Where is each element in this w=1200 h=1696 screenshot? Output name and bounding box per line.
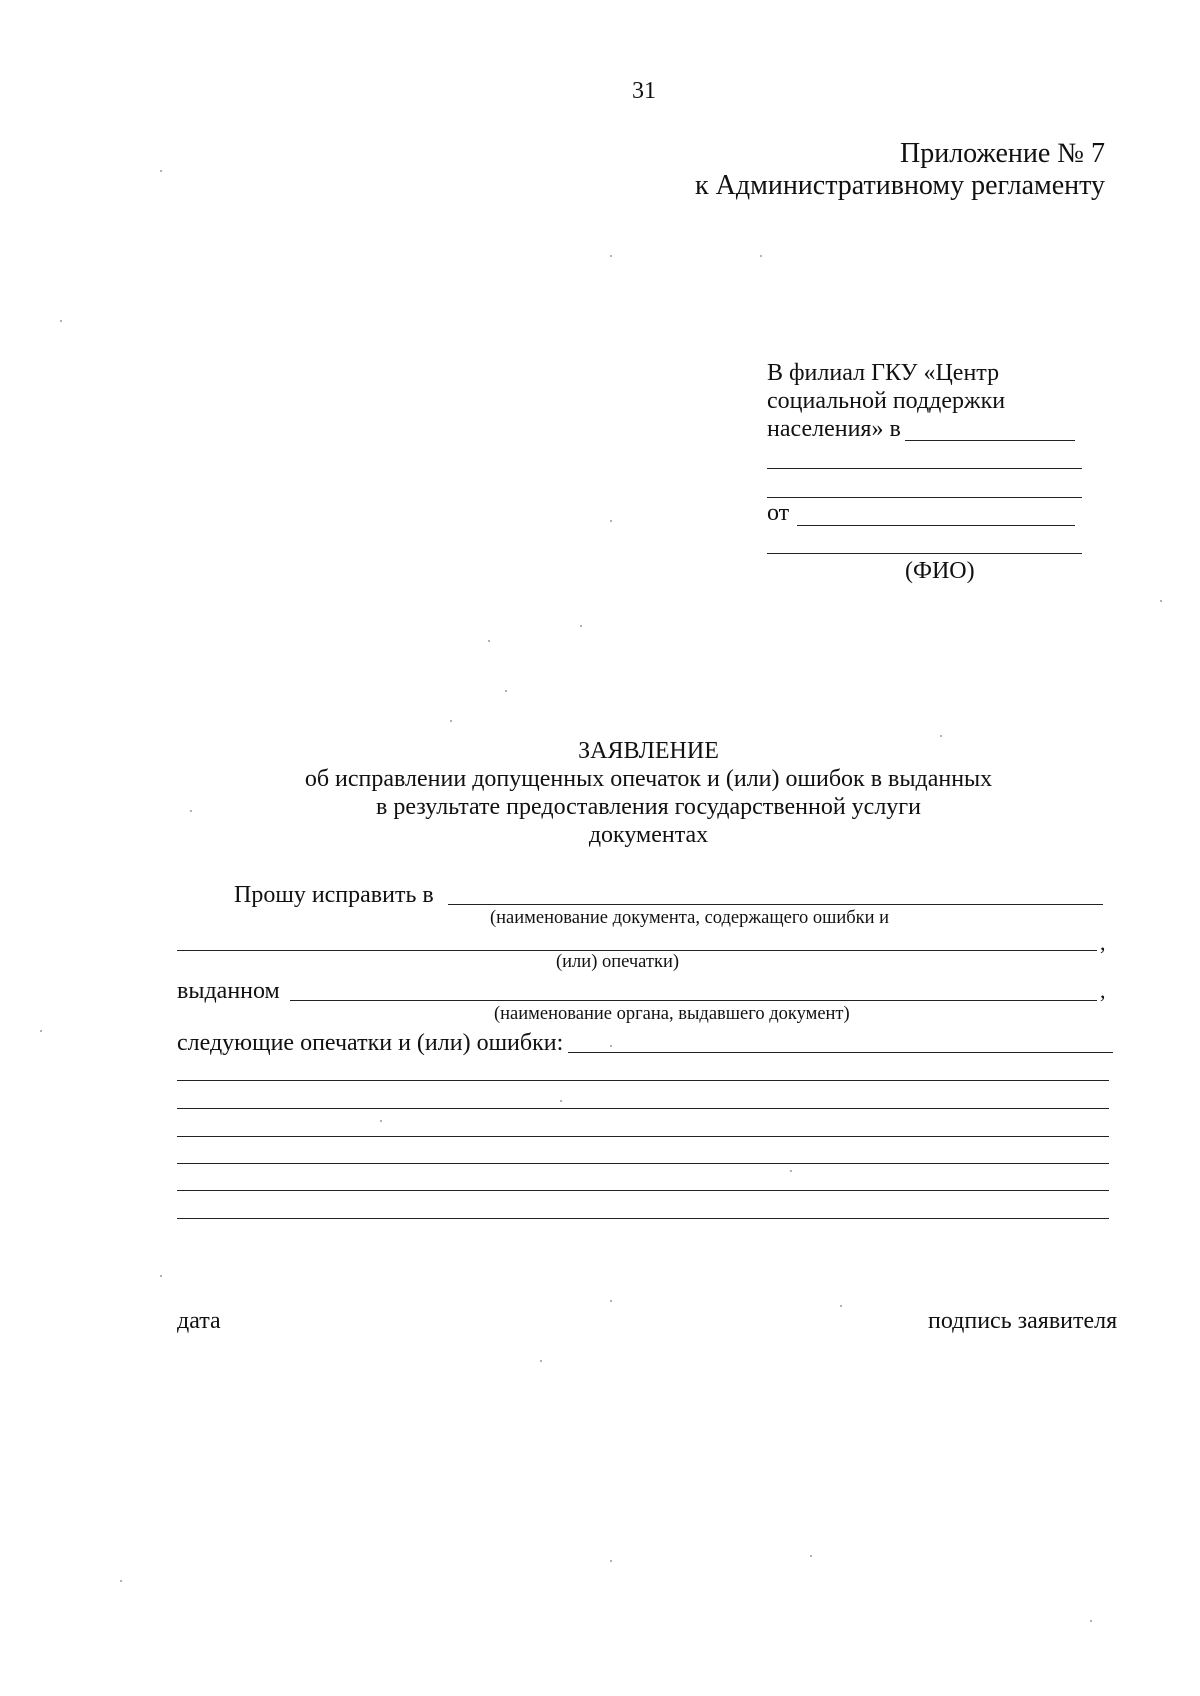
addressee-line-2: социальной поддержки: [767, 388, 1006, 414]
addressee-line-1: В филиал ГКУ «Центр: [767, 360, 1000, 386]
errors-blank-line[interactable]: [177, 1136, 1109, 1137]
addressee-line-3: населения» в: [767, 416, 901, 442]
document-title: ЗАЯВЛЕНИЕ: [578, 738, 719, 764]
document-name-hint: (наименование документа, содержащего ошибки и: [490, 908, 890, 928]
document-subtitle-line-3: документах: [588, 822, 709, 848]
applicant-name-blank[interactable]: [797, 525, 1075, 526]
document-subtitle-line-2: в результате предоставления государственной услуги: [376, 794, 921, 820]
page-number: 31: [632, 78, 656, 104]
errors-blank-line[interactable]: [177, 1080, 1109, 1081]
branch-name-blank-2[interactable]: [767, 468, 1082, 469]
issued-label: выданном: [177, 978, 280, 1004]
signature-label: подпись заявителя: [928, 1308, 1118, 1334]
from-label: от: [767, 500, 790, 526]
errors-blank-line[interactable]: [177, 1163, 1109, 1164]
errors-blank-line[interactable]: [177, 1190, 1109, 1191]
fio-caption: (ФИО): [905, 558, 975, 584]
date-label: дата: [177, 1308, 221, 1334]
branch-name-blank[interactable]: [905, 440, 1075, 441]
appendix-title: Приложение № 7: [900, 138, 1105, 169]
errors-blank-line[interactable]: [177, 1218, 1109, 1219]
request-label: Прошу исправить в: [234, 882, 434, 908]
document-name-blank-2[interactable]: [177, 950, 1097, 951]
comma: ,: [1100, 930, 1106, 955]
comma: ,: [1100, 978, 1106, 1003]
errors-label: следующие опечатки и (или) ошибки:: [177, 1030, 564, 1056]
applicant-name-blank-2[interactable]: [767, 553, 1082, 554]
document-name-blank[interactable]: [448, 904, 1103, 905]
issuing-body-blank[interactable]: [290, 1000, 1097, 1001]
or-typos-hint: (или) опечатки): [556, 952, 680, 972]
document-subtitle-line-1: об исправлении допущенных опечаток и (или) ошибок в выданных: [304, 766, 993, 792]
issuing-body-hint: (наименование органа, выдавшего документ): [494, 1004, 850, 1024]
errors-blank[interactable]: [568, 1052, 1113, 1053]
branch-name-blank-3[interactable]: [767, 497, 1082, 498]
appendix-subtitle: к Административному регламенту: [695, 170, 1105, 201]
errors-blank-line[interactable]: [177, 1108, 1109, 1109]
